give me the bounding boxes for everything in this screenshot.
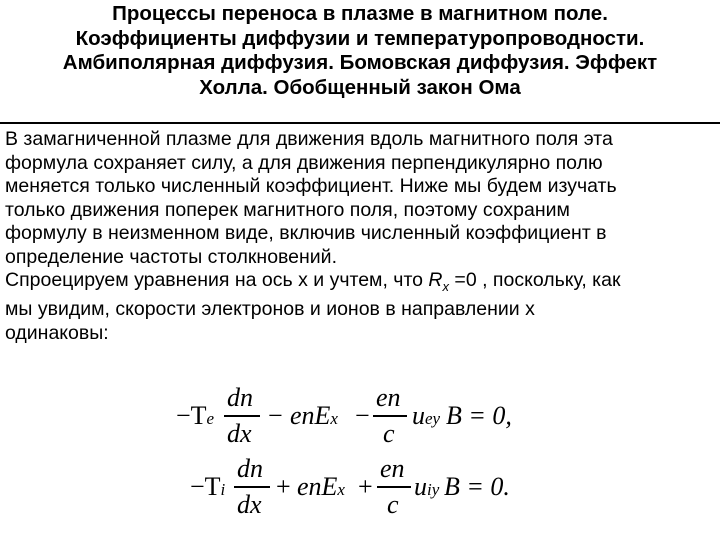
e-subscript: x: [330, 409, 338, 428]
body-line: одинаковы:: [5, 321, 109, 344]
en-e: enE: [290, 401, 331, 430]
fraction-denominator: c: [383, 419, 395, 448]
fraction-numerator: en: [376, 383, 401, 412]
title-line: Холла. Обобщенный закон Ома: [199, 75, 521, 99]
fraction-bar: [373, 415, 407, 417]
fraction-numerator: en: [380, 454, 405, 483]
fraction-denominator: dx: [237, 490, 262, 519]
t-subscript: i: [220, 480, 226, 499]
fraction-bar: [224, 415, 260, 417]
projection-text: Спроецируем уравнения на ось x и учтем, что: [5, 269, 429, 291]
fraction-numerator: dn: [237, 454, 263, 483]
equation-tail: B = 0.: [444, 472, 510, 501]
projection-text-tail: =0 , поскольку, как: [449, 269, 621, 291]
fraction-bar: [377, 486, 411, 488]
operator: +: [276, 472, 291, 501]
u-subscript: iy: [427, 480, 440, 499]
r-subscript: x: [442, 278, 450, 294]
minus-t: −T: [190, 472, 221, 501]
fraction-denominator: c: [387, 490, 399, 519]
title-line: Коэффициенты диффузии и температуропроводности.: [75, 26, 645, 50]
minus-t: −T: [176, 401, 207, 430]
body-line: формулу в неизменном виде, включив численный коэффициент в: [5, 222, 607, 244]
title-line: Амбиполярная диффузия. Бомовская диффузия. Эффект: [62, 51, 658, 74]
en-e: enE: [297, 472, 338, 501]
operator: −: [268, 401, 283, 430]
body-line: формула сохраняет силу, а для движения перпендикулярно полю: [5, 151, 603, 174]
u-symbol: u: [412, 401, 425, 430]
body-line: определение частоты столкновений.: [5, 245, 337, 268]
body-line: В замагниченной плазме для движения вдоль магнитного поля эта: [5, 128, 613, 150]
fraction-denominator: dx: [227, 419, 252, 448]
title-line: Процессы переноса в плазме в магнитном поле.: [112, 2, 608, 25]
r-symbol: R: [428, 269, 443, 291]
fraction-bar: [234, 486, 270, 488]
u-subscript: ey: [425, 409, 441, 428]
body-line: только движения поперек магнитного поля, поэтому сохраним: [5, 198, 570, 221]
operator: +: [358, 472, 373, 501]
operator: −: [355, 401, 370, 430]
t-subscript: e: [206, 409, 215, 428]
equation-tail: B = 0,: [446, 401, 512, 430]
fraction-numerator: dn: [227, 383, 253, 412]
u-symbol: u: [414, 472, 427, 501]
e-subscript: x: [337, 480, 345, 499]
body-line: мы увидим, скорости электронов и ионов в направлении x: [5, 298, 535, 321]
body-line: меняется только численный коэффициент. Ниже мы будем изучать: [5, 175, 617, 197]
